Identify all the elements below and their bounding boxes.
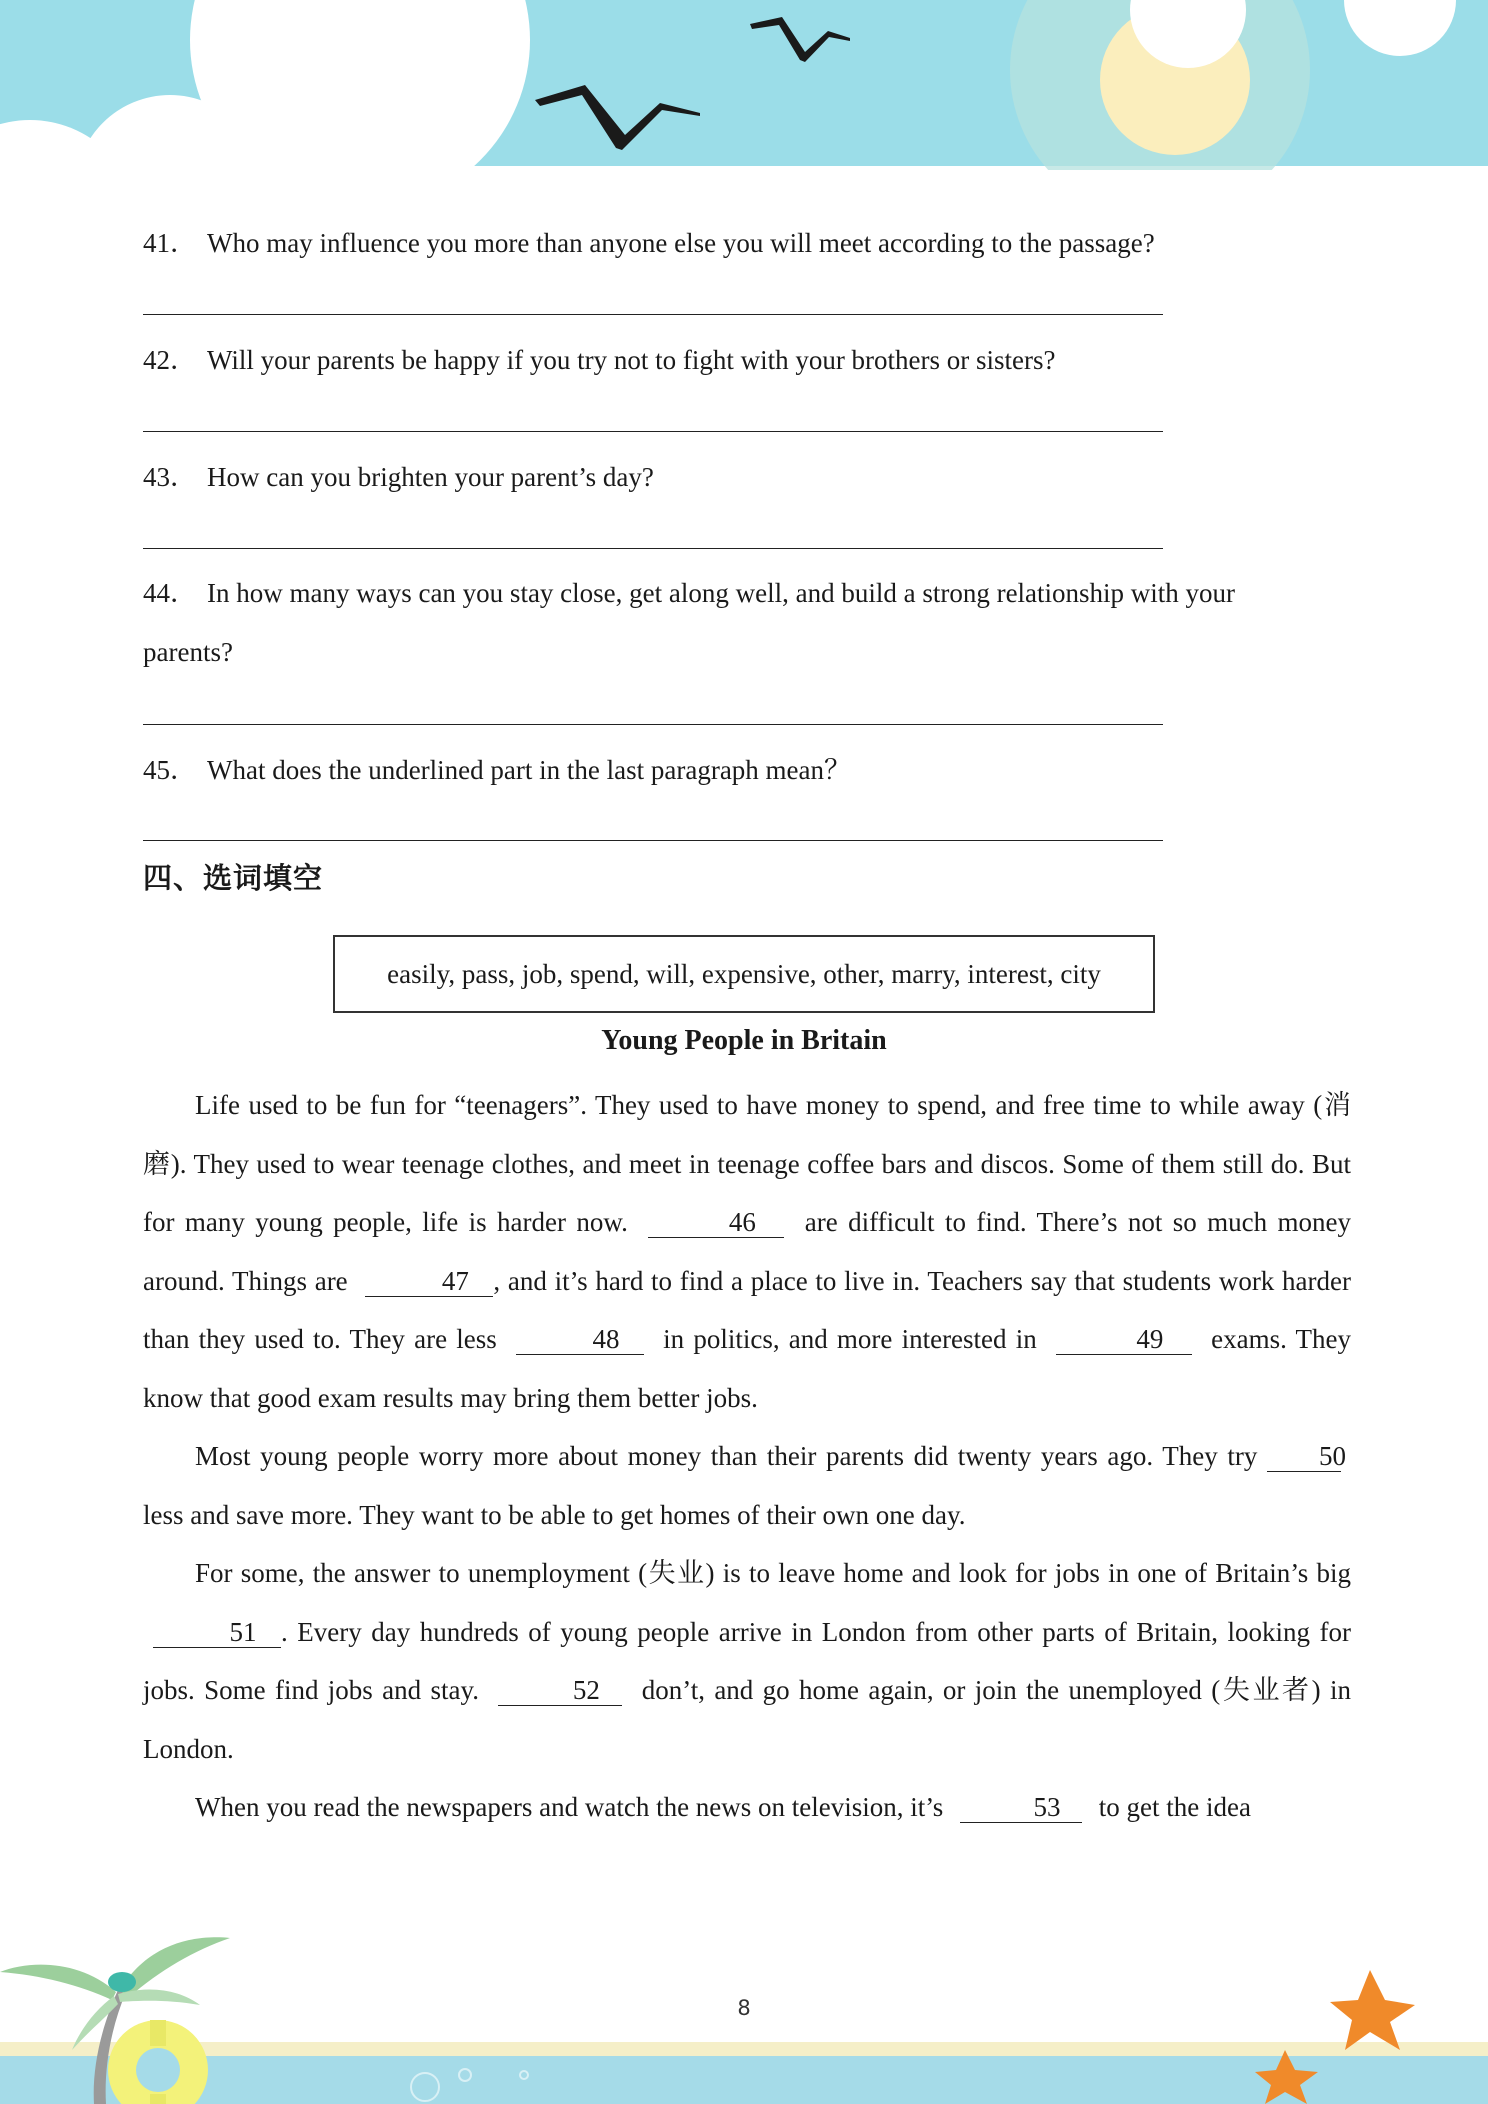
passage-title: Young People in Britain <box>601 1025 887 1056</box>
header-decoration <box>0 0 1488 170</box>
blank-52[interactable]: 52 <box>498 1675 622 1706</box>
passage-text: For some, the answer to unemployment (失业) is to leave home and look for jobs in one of Britain’s big <box>195 1558 1351 1588</box>
answer-line-43[interactable] <box>143 548 1163 549</box>
question-number: 43． <box>143 462 197 492</box>
question-text: How can you brighten your parent’s day? <box>207 462 654 492</box>
paragraph-4 <box>143 1778 1351 1837</box>
question-number: 44． <box>143 578 197 608</box>
blank-47[interactable]: 47 <box>365 1266 493 1297</box>
question-41 <box>143 223 1155 263</box>
sea-strip <box>0 2056 1488 2104</box>
page-number: 8 <box>737 1996 751 2020</box>
passage-text: , and it’s hard to find a place to live in. Teachers say that students work harder than they used to. They are less <box>143 1265 1351 1354</box>
blank-48[interactable]: 48 <box>516 1324 644 1355</box>
question-44-continuation: parents? <box>143 637 233 667</box>
passage-text: don’t, and go home again, or join the unemployed (失业者) in London. <box>143 1675 1352 1764</box>
paragraph-1 <box>143 1076 1351 1427</box>
question-number: 42． <box>143 345 197 375</box>
passage-body <box>143 1076 1351 1837</box>
question-number: 41． <box>143 228 197 258</box>
passage-text: Life used to be fun for “teenagers”. They used to have money to spend, and free time to while away (消磨). They used to wear teenage clothes, and meet in teenage coffee bars and discos. Some of them still do. But for many young people, life is harder now. <box>143 1090 1351 1237</box>
passage-text: exams. They know that good exam results may bring them better jobs. <box>143 1324 1352 1413</box>
passage-text: When you read the newspapers and watch the news on television, it’s <box>195 1792 944 1822</box>
blank-49[interactable]: 49 <box>1056 1324 1192 1355</box>
paragraph-3 <box>143 1544 1351 1778</box>
word-bank-box <box>333 935 1155 1013</box>
question-text: What does the underlined part in the last paragraph mean？ <box>207 755 852 785</box>
blank-51[interactable]: 51 <box>153 1617 281 1648</box>
question-44 <box>143 573 1235 613</box>
blank-50[interactable]: 50 <box>1267 1441 1341 1472</box>
blank-53[interactable]: 53 <box>960 1792 1082 1823</box>
question-text: Who may influence you more than anyone else you will meet according to the passage? <box>207 228 1155 258</box>
question-45 <box>143 750 851 790</box>
passage-text: . Every day hundreds of young people arrive in London from other parts of Britain, looking for jobs. Some find jobs and stay. <box>143 1616 1351 1705</box>
section-heading: 四、选词填空 <box>143 861 324 895</box>
swim-ring-icon <box>108 2020 208 2104</box>
sand-strip <box>0 2042 1488 2056</box>
answer-line-45[interactable] <box>143 840 1163 841</box>
word-bank-text: easily, pass, job, spend, will, expensive, other, marry, interest, city <box>387 958 1101 989</box>
question-42 <box>143 340 1056 380</box>
blank-46[interactable]: 46 <box>648 1207 784 1238</box>
answer-line-42[interactable] <box>143 431 1163 432</box>
question-number: 45． <box>143 755 197 785</box>
passage-text: are difficult to find. There’s not so much money around. Things are <box>143 1207 1352 1296</box>
paragraph-2 <box>143 1427 1351 1544</box>
question-text: Will your parents be happy if you try not to fight with your brothers or sisters? <box>207 345 1056 375</box>
passage-text: in politics, and more interested in <box>663 1324 1037 1354</box>
question-43 <box>143 457 654 497</box>
question-text: In how many ways can you stay close, get along well, and build a strong relationship with your <box>207 578 1236 608</box>
answer-line-44[interactable] <box>143 724 1163 725</box>
passage-text: to get the idea <box>1098 1792 1251 1822</box>
answer-line-41[interactable] <box>143 314 1163 315</box>
passage-text: less and save more. They want to be able to get homes of their own one day. <box>143 1499 966 1530</box>
passage-text: Most young people worry more about money than their parents did twenty years ago. They try <box>195 1441 1258 1471</box>
